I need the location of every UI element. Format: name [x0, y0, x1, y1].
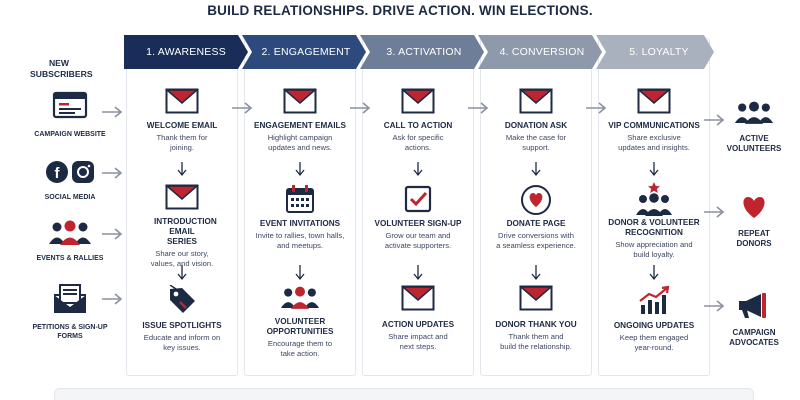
- step-description: Ask for specific actions.: [392, 133, 444, 152]
- page-title: BUILD RELATIONSHIPS. DRIVE ACTION. WIN ELECTIONS.: [207, 3, 593, 18]
- source-arrows: [100, 100, 126, 310]
- step-label: ACTION UPDATES: [381, 320, 455, 329]
- form-envelope-icon: [52, 283, 88, 315]
- stage-header-conversion: 4. CONVERSION: [499, 46, 585, 58]
- step-label: VOLUNTEER SIGN-UP: [374, 219, 462, 228]
- megaphone-icon: [737, 292, 771, 320]
- outcome-repeat-donors: [714, 195, 794, 249]
- outcome-label: ACTIVE VOLUNTEERS: [726, 134, 782, 153]
- step-label: DONOR THANK YOU: [495, 320, 577, 329]
- step-label: DONATION ASK: [504, 121, 568, 130]
- envelope-icon: [637, 88, 671, 114]
- step-description: Highlight campaign updates and news.: [267, 133, 333, 152]
- step-description: Thank them for joining.: [156, 133, 208, 152]
- envelope-icon: [165, 88, 199, 114]
- step-description: Share impact and next steps.: [388, 332, 448, 351]
- step-label: CALL TO ACTION: [383, 121, 453, 130]
- bottom-panel: [54, 388, 754, 400]
- outcome-campaign-advocates: [714, 292, 794, 348]
- step-label: WELCOME EMAIL: [146, 121, 218, 130]
- source-label: PETITIONS & SIGN-UP FORMS: [32, 324, 108, 340]
- step-vip-communications: [598, 88, 710, 152]
- step-description: Thank them and build the relationship.: [500, 332, 572, 351]
- step-label: VOLUNTEER OPPORTUNITIES: [266, 317, 334, 336]
- svg-text:f: f: [54, 165, 60, 182]
- source-label: CAMPAIGN WEBSITE: [34, 131, 106, 138]
- step-description: Drive conversions with a seamless experience.: [496, 231, 576, 250]
- step-issue-spotlights: [126, 285, 238, 352]
- step-description: Share our story, values, and vision.: [150, 249, 214, 268]
- step-description: Make the case for support.: [505, 133, 567, 152]
- browser-window-icon: [52, 90, 88, 122]
- stage-header-engagement: 2. ENGAGEMENT: [261, 46, 351, 58]
- step-label: ONGOING UPDATES: [613, 321, 695, 330]
- step-label: INTRODUCTION EMAIL SERIES: [154, 217, 217, 246]
- step-label: DONATE PAGE: [506, 219, 566, 228]
- step-description: Keep them engaged year-round.: [619, 333, 689, 352]
- stage-header-awareness: 1. AWARENESS: [146, 46, 226, 58]
- step-label: ISSUE SPOTLIGHTS: [142, 321, 222, 330]
- outcome-label: CAMPAIGN ADVOCATES: [729, 328, 779, 347]
- step-description: Share exclusive updates and insights.: [618, 133, 690, 152]
- source-label: EVENTS & RALLIES: [36, 255, 104, 262]
- outcome-active-volunteers: [714, 100, 794, 154]
- step-description: Grow our team and activate supporters.: [384, 231, 452, 250]
- source-label: SOCIAL MEDIA: [44, 194, 96, 201]
- step-volunteer-opportunities: [244, 285, 356, 358]
- step-engagement-emails: [244, 88, 356, 152]
- step-welcome-email: [126, 88, 238, 152]
- step-label: DONOR & VOLUNTEER RECOGNITION: [608, 218, 700, 237]
- step-ongoing-updates: [598, 285, 710, 352]
- step-description: Encourage them to take action.: [267, 339, 333, 358]
- social-media-icons: [45, 160, 95, 184]
- stage-connector-arrows: [228, 100, 628, 116]
- stage-header-activation: 3. ACTIVATION: [386, 46, 462, 58]
- step-label: ENGAGEMENT EMAILS: [254, 121, 346, 130]
- step-donation-ask: [480, 88, 592, 152]
- step-action-updates: [362, 285, 474, 351]
- outcome-label: REPEAT DONORS: [736, 229, 772, 248]
- step-description: Educate and inform on key issues.: [143, 333, 221, 352]
- stage-header-loyalty: 5. LOYALTY: [629, 46, 689, 58]
- step-description: Invite to rallies, town halls, and meetups.: [255, 231, 345, 250]
- step-call-to-action: [362, 88, 474, 152]
- step-label: EVENT INVITATIONS: [259, 219, 341, 228]
- step-donor-thank-you: [480, 285, 592, 351]
- heart-icon: [740, 195, 768, 219]
- down-arrows: [126, 160, 712, 290]
- people-group-icon: [734, 100, 774, 126]
- new-subscribers-heading: NEW SUBSCRIBERS: [30, 58, 93, 79]
- people-group-icon: [48, 220, 92, 246]
- step-label: VIP COMMUNICATIONS: [608, 121, 700, 130]
- step-description: Show appreciation and build loyalty.: [615, 240, 693, 259]
